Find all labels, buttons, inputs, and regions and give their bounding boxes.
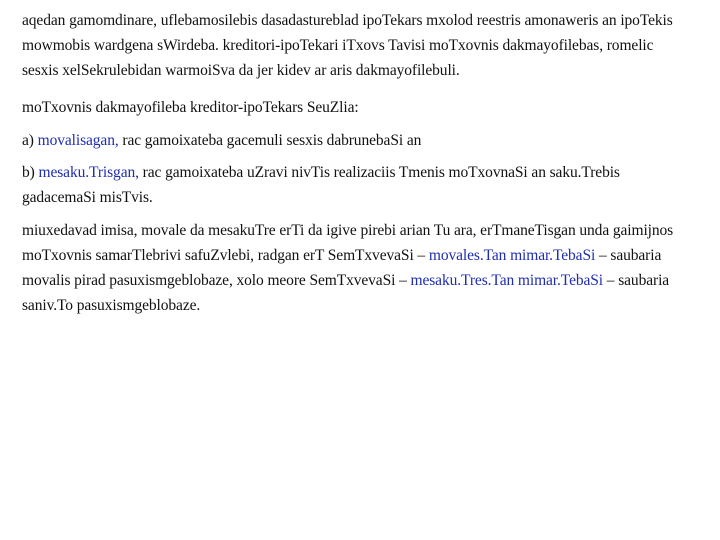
option-b-text: rac gamoixateba uZravi nivTis realizaciis Tmenis moTxovnaSi an saku.Trebis gadacemaSi misTvis. <box>22 164 620 206</box>
paragraph-options-heading <box>22 95 690 120</box>
option-b <box>22 160 690 210</box>
option-a-highlight: movalisagan, <box>37 132 119 149</box>
option-a-prefix: a) <box>22 132 38 149</box>
conclusion-text-2: – saubaria movalis pirad pasuxismgeblobaze, xolo meore SemTxvevaSi – <box>22 247 662 289</box>
paragraph-intro-text: aqedan gamomdinare, uflebamosilebis dasadastureblad ipoTekars mxolod reestris amonaweris an ipoTekis mowmobis wardgena sWirdeba. kreditori-ipoTekari iTxovs Tavisi moTxovnis dakmayofilebas, romelic sesxis xelSekrulebidan warmoiSva da jer kidev ar aris dakmayofilebuli. <box>22 12 673 79</box>
option-a <box>22 128 690 153</box>
paragraph-intro <box>22 8 690 83</box>
option-b-prefix: b) <box>22 164 39 181</box>
conclusion-highlight-2: mesaku.Tres.Tan mimar.TebaSi <box>410 272 604 289</box>
option-a-text: rac gamoixateba gacemuli sesxis dabrunebaSi an <box>118 132 422 149</box>
option-b-highlight: mesaku.Trisgan, <box>38 164 139 181</box>
conclusion-text-1: miuxedavad imisa, movale da mesakuTre erTi da igive pirebi arian Tu ara, erTmaneTisgan unda gaimijnos moTxovnis samarTlebrivi safuZvlebi, radgan erT SemTxvevaSi – <box>22 222 674 264</box>
conclusion-text-3: – saubaria saniv.To pasuxismgeblobaze. <box>22 272 670 314</box>
conclusion-highlight-1: movales.Tan mimar.TebaSi <box>428 247 596 264</box>
paragraph-conclusion <box>22 218 690 318</box>
options-heading-text: moTxovnis dakmayofileba kreditor-ipoTekars SeuZlia: <box>22 99 359 116</box>
